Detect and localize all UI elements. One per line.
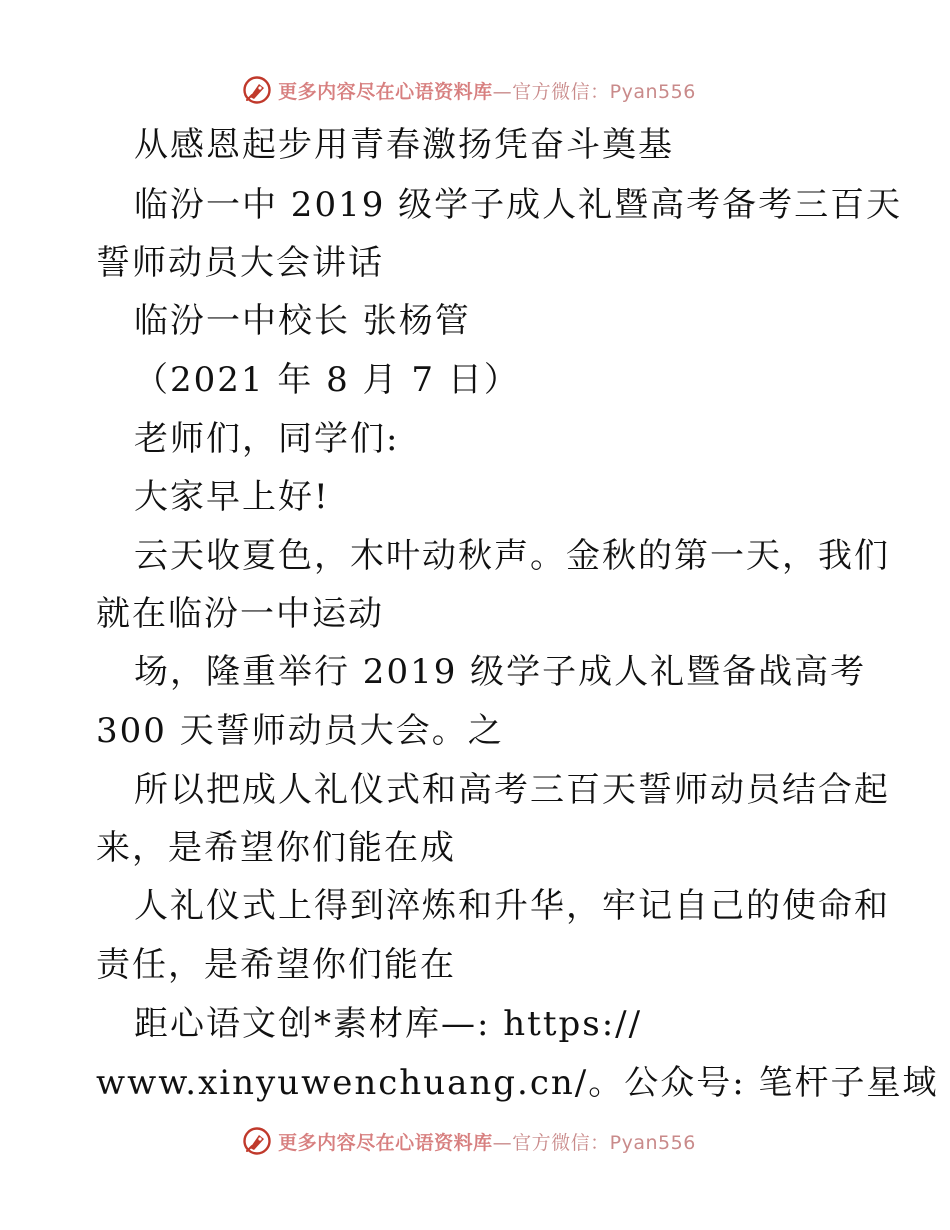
paragraph-1-line-2: 就在临汾一中运动 <box>96 594 384 634</box>
footer-banner-inner <box>242 1126 696 1156</box>
pen-nib-circle-icon <box>242 75 272 105</box>
header-banner-text <box>278 77 696 104</box>
paragraph-3-line-2: 来，是希望你们能在成 <box>96 828 456 868</box>
header-banner-inner <box>242 75 696 105</box>
document-author: 临汾一中校长 张杨管 <box>134 301 471 341</box>
footer-banner-rest-text: 官方微信：Pyan556 <box>512 1131 696 1154</box>
document-title: 从感恩起步用青春激扬凭奋斗奠基 <box>134 125 674 165</box>
pen-nib-circle-icon <box>242 1126 272 1156</box>
paragraph-5-line-2: www.xinyuwenchuang.cn/。公众号: 笔杆子星域 <box>96 1063 939 1103</box>
document-subtitle-line-2: 誓师动员大会讲话 <box>96 243 384 283</box>
header-banner-rest-text: 官方微信：Pyan556 <box>512 80 696 103</box>
footer-banner-text <box>278 1128 696 1155</box>
paragraph-3-line-1: 所以把成人礼仪式和高考三百天誓师动员结合起 <box>134 770 890 810</box>
paragraph-1-line-1: 云天收夏色，木叶动秋声。金秋的第一天，我们 <box>134 536 890 576</box>
footer-banner-separator: — <box>492 1131 513 1154</box>
paragraph-2-line-1: 场，隆重举行 2019 级学子成人礼暨备战高考 <box>134 652 867 692</box>
paragraph-4-line-2: 责任，是希望你们能在 <box>96 945 456 985</box>
document-date: （2021 年 8 月 7 日） <box>134 360 520 400</box>
header-banner-separator: — <box>492 80 513 103</box>
document-greeting: 大家早上好! <box>134 477 330 517</box>
paragraph-5-line-1: 距心语文创*素材库—: https:// <box>134 1004 643 1044</box>
footer-banner <box>0 1121 950 1161</box>
footer-banner-main-text: 更多内容尽在心语资料库 <box>278 1131 493 1154</box>
header-banner <box>0 70 950 110</box>
document-salutation: 老师们，同学们: <box>134 419 400 459</box>
paragraph-4-line-1: 人礼仪式上得到淬炼和升华，牢记自己的使命和 <box>134 886 890 926</box>
header-banner-main-text: 更多内容尽在心语资料库 <box>278 80 493 103</box>
document-subtitle-line-1: 临汾一中 2019 级学子成人礼暨高考备考三百天 <box>134 185 903 225</box>
paragraph-2-line-2: 300 天誓师动员大会。之 <box>96 711 504 751</box>
